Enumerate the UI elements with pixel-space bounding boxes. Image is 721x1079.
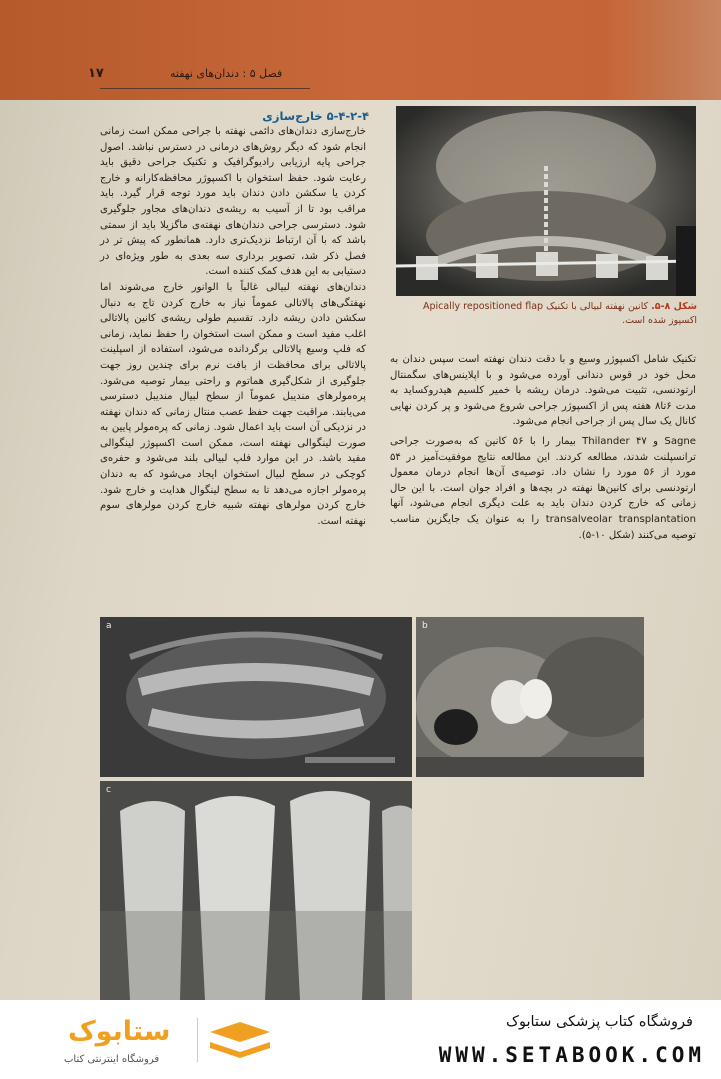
header-rule (100, 88, 310, 89)
store-logo-text: ستابوک (68, 1016, 171, 1047)
right-paragraph-1: تکنیک شامل اکسپوژر وسیع و با دقت دندان نهفته است سپس دندان به محل خود در قوس دندانی آورده می‌شود و با اپلاینس‌های سگمنتال ارتودنسی، تثبیت می‌شود. درمان ریشه با خمیر کلسیم هیدروکساید به مدت ۶تا۸ هفته پس از اکسپوژر جراحی شروع می‌شود و پر کردن نهایی کانال یک سال پس از جراحی انجام می‌شود. (390, 354, 696, 428)
figure-5-8-text: کانین نهفته لبیالی با تکنیک Apically repositioned flap اکسپوز شده است. (423, 301, 697, 326)
store-name: فروشگاه کتاب پزشکی ستابوک (505, 1014, 693, 1030)
intraoral-photo (416, 617, 644, 777)
section-paragraph-1: خارج‌سازی دندان‌های دائمی نهفته با جراحی ممکن است زمانی انجام شود که دیگر روش‌های درمانی در دسترس نباشد. اصول جراحی پایه ارزیابی رادیوگرافیک و تکنیک جراحی دقیق باید رعایت شود. حفظ استخوان با اکسپوژر محافظه‌کارانه و خارج کردن یا سکشن دادن دندان باید مورد توجه قرار گیرد. باید مراقب بود تا از آسیب به ریشه‌ی دندان‌های مجاور جلوگیری شود. دسترسی جراحی دندان‌های نهفته‌ی ماگزیلا باید از سمتی باشد که با آن ارتباط نزدیک‌تری دارد. همانطور که پیش تر در فصل ذکر شد، تصویر برداری سه بعدی به طور ویژه‌ای در دستیابی به این هدف کمک کننده است. (100, 126, 366, 278)
footer-divider (197, 1018, 198, 1062)
page-number: ۱۷ (88, 66, 104, 81)
periapical-xray (100, 781, 412, 1000)
section-body (100, 124, 366, 529)
figure-5-8-label: شکل ۸-۵. (651, 301, 697, 312)
chapter-title: فصل ۵ : دندان‌های نهفته (170, 67, 283, 80)
figure-5-8-photo (396, 106, 696, 296)
section-title: ۵-۴-۲-۴ خارج‌سازی (262, 109, 369, 123)
store-logo-subtitle: فروشگاه اینترنتی کتاب (64, 1054, 160, 1065)
right-paragraph-2: Sagne و Thilander ۴۷ بیمار را با ۵۶ کانین که به‌صورت جراحی ترانسپلنت شدند، مطالعه کردند. این مطالعه نتایج موفقیت‌آمیز در ۵۴ مورد از ۵۶ مورد را نشان داد. توصیه‌ی آن‌ها انجام درمان معمول ارتودنسی برای کانین‌ها نهفته در بچه‌ها و افراد جوان است. با این حال زمانی که خارج کردن دندان باید به علت دیگری انجام می‌شود، آنها transalveolar transplantation را به عنوان یک جایگزین مناسب توصیه می‌کنند (شکل ۱۰-۵). (390, 435, 697, 541)
right-column-body (390, 352, 696, 543)
panoramic-xray (100, 617, 412, 777)
figure-label-c: c (106, 785, 111, 795)
figure-label-b: b (422, 621, 428, 631)
store-logo-icon (210, 1022, 270, 1062)
page-header (0, 66, 721, 88)
store-footer (0, 1000, 721, 1079)
figure-label-a: a (106, 621, 112, 631)
store-url[interactable]: WWW.SETABOOK.COM (438, 1043, 705, 1067)
section-paragraph-2: دندان‌های نهفته لبیالی غالباً با الوانور خارج می‌شوند اما نهفتگی‌های پالاتالی عموماً نیاز به خارج کردن تاج به دنبال سکشن دادن ریشه دارد. تقسیم طولی ریشه‌ی کانین پالاتالی اغلب مفید است و ممکن است استخوان را حفظ نماید، زمانی که فلپ وسیع پالاتالی برگردانده می‌شود، استفاده از اسپلینت پالاتالی برای محافظت از بافت نرم برای چندین روز جهت جلوگیری از شکل‌گیری هماتوم و راحتی بیمار توصیه می‌شود. پره‌مولرهای مندیبل عموماً از سطح لبیال مندیبل دسترسی می‌یابند. مراقبت جهت حفظ عصب منتال زمانی که دندان نهفته در نزدیکی آن است باید اعمال شود. زمانی که پره‌مولر پایین به صورت لینگوالی نهفته است، ممکن است اکسپوژر لینگوالی مفید باشد. در این موارد فلپ لبیالی بلند می‌شود و حفره‌ی کوچکی در سطح لبیال استخوان ایجاد می‌شود که به دندان پره‌مولر اجازه می‌دهد تا به سطح لینگوال هدایت و خارج شود. خارج کردن مولرهای نهفته شبیه خارج کردن مولرهای سوم نهفته است. (100, 281, 366, 527)
figure-5-8-caption (395, 300, 697, 328)
